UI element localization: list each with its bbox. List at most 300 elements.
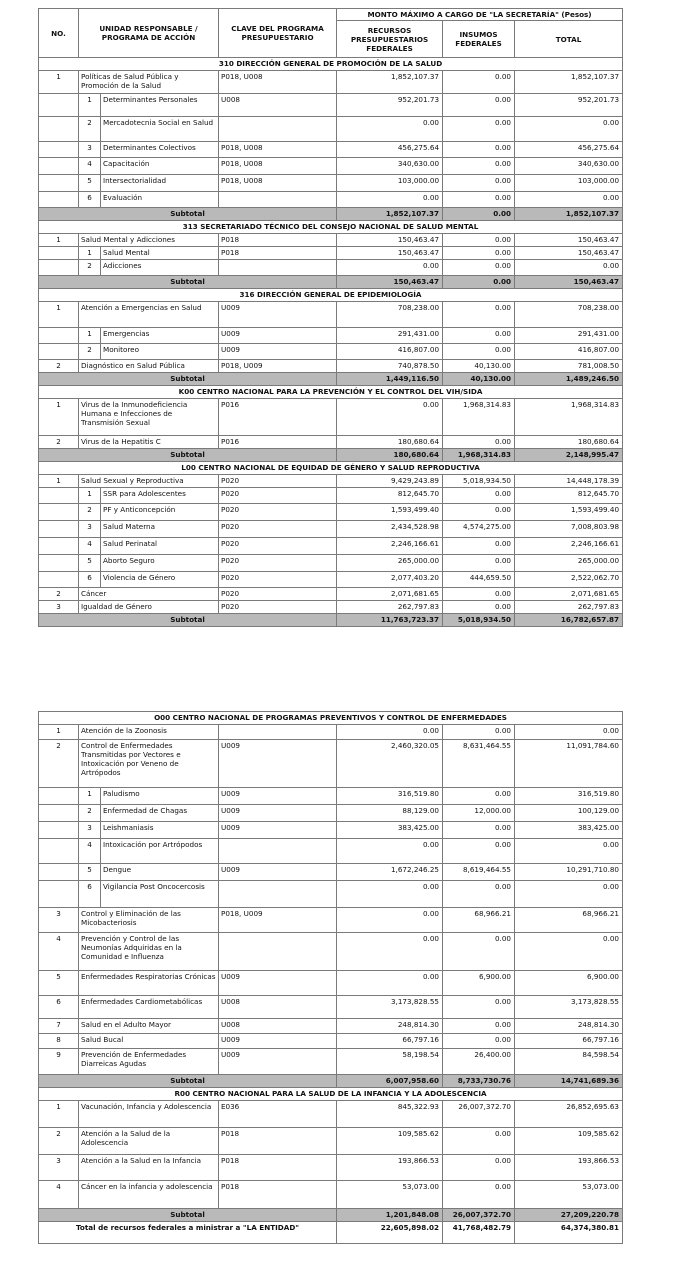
total-value: 180,680.64 (515, 436, 623, 449)
subtotal-label: Subtotal (39, 614, 337, 627)
total-value: 416,807.00 (515, 344, 623, 360)
sub-number: 1 (79, 94, 101, 117)
federal-resources-value: 845,322.93 (337, 1101, 443, 1128)
subprogram-name: SSR para Adolescentes (101, 488, 219, 504)
federal-supplies-value: 0.00 (443, 1128, 515, 1155)
total-value: 0.00 (515, 933, 623, 971)
subprogram-name: Salud Mental (101, 247, 219, 260)
row-number: 7 (39, 1019, 79, 1034)
program-key: P018 (219, 1181, 337, 1209)
program-key: U008 (219, 94, 337, 117)
row-number: 8 (39, 1034, 79, 1049)
total-value: 1,968,314.83 (515, 399, 623, 436)
total-value: 1,852,107.37 (515, 71, 623, 94)
sub-number: 3 (79, 142, 101, 158)
sub-number: 6 (79, 881, 101, 908)
row-number-blank (39, 158, 79, 175)
federal-resources-value: 0.00 (337, 933, 443, 971)
subtotal-supplies: 40,130.00 (443, 373, 515, 386)
total-value: 103,000.00 (515, 175, 623, 192)
subprogram-name: Aborto Seguro (101, 555, 219, 572)
budget-table-part-1 (38, 8, 623, 627)
row-number-blank (39, 881, 79, 908)
row-number-blank (39, 555, 79, 572)
table-row (39, 805, 623, 822)
section-header-row (39, 462, 623, 475)
section-header-row (39, 386, 623, 399)
program-key: P020 (219, 488, 337, 504)
row-number-blank (39, 488, 79, 504)
subprogram-name: PF y Anticoncepción (101, 504, 219, 521)
total-value: 193,866.53 (515, 1155, 623, 1181)
table-row (39, 94, 623, 117)
table-row (39, 822, 623, 839)
program-name: Control y Eliminación de las Micobacteriosis (79, 908, 219, 933)
federal-resources-value: 1,672,246.25 (337, 864, 443, 881)
federal-resources-value: 1,852,107.37 (337, 71, 443, 94)
row-number-blank (39, 175, 79, 192)
program-name: Prevención de Enfermedades Diarreicas Agudas (79, 1049, 219, 1075)
program-key: P018 (219, 1155, 337, 1181)
row-number: 3 (39, 908, 79, 933)
table-row (39, 1101, 623, 1128)
total-value: 781,008.50 (515, 360, 623, 373)
federal-resources-value: 109,585.62 (337, 1128, 443, 1155)
table-row (39, 192, 623, 208)
subprogram-name: Vigilancia Post Oncocercosis (101, 881, 219, 908)
page-break (0, 684, 674, 711)
sub-number: 2 (79, 344, 101, 360)
section-title: 313 SECRETARIADO TÉCNICO DEL CONSEJO NACIONAL DE SALUD MENTAL (39, 221, 623, 234)
row-number: 9 (39, 1049, 79, 1075)
program-key: U009 (219, 1049, 337, 1075)
total-value: 2,246,166.61 (515, 538, 623, 555)
federal-resources-value: 383,425.00 (337, 822, 443, 839)
program-key: U009 (219, 328, 337, 344)
total-value: 53,073.00 (515, 1181, 623, 1209)
row-number: 2 (39, 1128, 79, 1155)
federal-supplies-value: 26,400.00 (443, 1049, 515, 1075)
federal-resources-value: 2,460,320.05 (337, 740, 443, 788)
program-key: U008 (219, 1019, 337, 1034)
total-value: 248,814.30 (515, 1019, 623, 1034)
subprogram-name: Salud Materna (101, 521, 219, 538)
federal-resources-value: 0.00 (337, 839, 443, 864)
program-key: U009 (219, 822, 337, 839)
program-name: Enfermedades Cardiometabólicas (79, 996, 219, 1019)
program-key: P016 (219, 436, 337, 449)
monto-header: MONTO MÁXIMO A CARGO DE "LA SECRETARÍA" (Pesos) (337, 9, 623, 21)
federal-resources-value: 2,077,403.20 (337, 572, 443, 588)
total-value: 2,071,681.65 (515, 588, 623, 601)
section-header-row (39, 1088, 623, 1101)
total-value: 316,519.80 (515, 788, 623, 805)
program-key: U009 (219, 1034, 337, 1049)
subtotal-label: Subtotal (39, 208, 337, 221)
federal-resources-value: 66,797.16 (337, 1034, 443, 1049)
subtotal-total: 16,782,657.87 (515, 614, 623, 627)
col-recursos-header: RECURSOS PRESUPUESTARIOS FEDERALES (337, 21, 443, 58)
sub-number: 2 (79, 260, 101, 276)
program-key (219, 260, 337, 276)
sub-number: 6 (79, 572, 101, 588)
federal-supplies-value: 0.00 (443, 117, 515, 142)
sub-number: 5 (79, 175, 101, 192)
table-row (39, 117, 623, 142)
table-row (39, 908, 623, 933)
program-key (219, 725, 337, 740)
program-key: P018 (219, 234, 337, 247)
program-key (219, 839, 337, 864)
subtotal-total: 1,489,246.50 (515, 373, 623, 386)
subtotal-row (39, 276, 623, 289)
program-key: U009 (219, 740, 337, 788)
table-row (39, 1128, 623, 1155)
subtotal-resources: 11,763,723.37 (337, 614, 443, 627)
row-number: 1 (39, 725, 79, 740)
federal-resources-value: 103,000.00 (337, 175, 443, 192)
program-key: E036 (219, 1101, 337, 1128)
program-name: Salud en el Adulto Mayor (79, 1019, 219, 1034)
federal-supplies-value: 0.00 (443, 175, 515, 192)
table-row (39, 521, 623, 538)
row-number-blank (39, 260, 79, 276)
federal-supplies-value: 0.00 (443, 436, 515, 449)
total-value: 708,238.00 (515, 302, 623, 328)
total-value: 109,585.62 (515, 1128, 623, 1155)
total-value: 383,425.00 (515, 822, 623, 839)
sub-number: 6 (79, 192, 101, 208)
subtotal-total: 150,463.47 (515, 276, 623, 289)
program-key: U009 (219, 302, 337, 328)
federal-supplies-value: 26,007,372.70 (443, 1101, 515, 1128)
table-row (39, 302, 623, 328)
program-key: U009 (219, 864, 337, 881)
table-row (39, 504, 623, 521)
sub-number: 4 (79, 538, 101, 555)
federal-supplies-value: 444,659.50 (443, 572, 515, 588)
col-total-header: TOTAL (515, 21, 623, 58)
federal-supplies-value: 0.00 (443, 344, 515, 360)
federal-resources-value: 812,645.70 (337, 488, 443, 504)
subtotal-total: 2,148,995.47 (515, 449, 623, 462)
federal-resources-value: 0.00 (337, 908, 443, 933)
table-row (39, 436, 623, 449)
federal-supplies-value: 0.00 (443, 302, 515, 328)
program-key: U009 (219, 344, 337, 360)
col-unidad-header: UNIDAD RESPONSABLE / PROGRAMA DE ACCIÓN (79, 9, 219, 58)
subprogram-name: Intoxicación por Artrópodos (101, 839, 219, 864)
table-row (39, 1181, 623, 1209)
subtotal-total: 14,741,689.36 (515, 1075, 623, 1088)
table-row (39, 788, 623, 805)
federal-resources-value: 0.00 (337, 117, 443, 142)
program-name: Igualdad de Género (79, 601, 219, 614)
total-value: 150,463.47 (515, 247, 623, 260)
federal-supplies-value: 0.00 (443, 601, 515, 614)
program-key: P018, U008 (219, 71, 337, 94)
col-insumos-header: INSUMOS FEDERALES (443, 21, 515, 58)
row-number: 3 (39, 1155, 79, 1181)
table-row (39, 933, 623, 971)
row-number: 1 (39, 399, 79, 436)
program-key (219, 933, 337, 971)
sub-number: 1 (79, 247, 101, 260)
sub-number: 5 (79, 864, 101, 881)
row-number-blank (39, 192, 79, 208)
federal-resources-value: 1,593,499.40 (337, 504, 443, 521)
federal-supplies-value: 1,968,314.83 (443, 399, 515, 436)
program-key: P018, U008 (219, 158, 337, 175)
subprogram-name: Paludismo (101, 788, 219, 805)
section-title: L00 CENTRO NACIONAL DE EQUIDAD DE GÉNERO Y SALUD REPRODUCTIVA (39, 462, 623, 475)
total-value: 0.00 (515, 725, 623, 740)
total-value: 11,091,784.60 (515, 740, 623, 788)
section-title: 310 DIRECCIÓN GENERAL DE PROMOCIÓN DE LA SALUD (39, 58, 623, 71)
federal-resources-value: 180,680.64 (337, 436, 443, 449)
subtotal-supplies: 5,018,934.50 (443, 614, 515, 627)
federal-supplies-value: 0.00 (443, 933, 515, 971)
subtotal-supplies: 0.00 (443, 276, 515, 289)
total-value: 68,966.21 (515, 908, 623, 933)
row-number-blank (39, 117, 79, 142)
program-name: Cáncer (79, 588, 219, 601)
total-value: 100,129.00 (515, 805, 623, 822)
total-value: 2,522,062.70 (515, 572, 623, 588)
table-row (39, 538, 623, 555)
subprogram-name: Determinantes Personales (101, 94, 219, 117)
program-key: P018, U008 (219, 142, 337, 158)
federal-supplies-value: 0.00 (443, 504, 515, 521)
program-key: P020 (219, 521, 337, 538)
table-row (39, 1034, 623, 1049)
federal-resources-value: 53,073.00 (337, 1181, 443, 1209)
subprogram-name: Intersectorialidad (101, 175, 219, 192)
total-value: 66,797.16 (515, 1034, 623, 1049)
section-title: O00 CENTRO NACIONAL DE PROGRAMAS PREVENTIVOS Y CONTROL DE ENFERMEDADES (39, 712, 623, 725)
federal-supplies-value: 0.00 (443, 488, 515, 504)
program-key: U009 (219, 971, 337, 996)
federal-supplies-value: 0.00 (443, 822, 515, 839)
federal-supplies-value: 0.00 (443, 996, 515, 1019)
section-title: K00 CENTRO NACIONAL PARA LA PREVENCIÓN Y EL CONTROL DEL VIH/SIDA (39, 386, 623, 399)
row-number-blank (39, 788, 79, 805)
table-row (39, 864, 623, 881)
row-number-blank (39, 344, 79, 360)
table-body-2 (39, 712, 623, 1244)
federal-resources-value: 262,797.83 (337, 601, 443, 614)
sub-number: 3 (79, 521, 101, 538)
sub-number: 1 (79, 328, 101, 344)
table-row (39, 601, 623, 614)
federal-resources-value: 456,275.64 (337, 142, 443, 158)
grand-total-supplies: 41,768,482.79 (443, 1222, 515, 1244)
row-number: 5 (39, 971, 79, 996)
row-number-blank (39, 839, 79, 864)
total-value: 0.00 (515, 117, 623, 142)
table-row (39, 740, 623, 788)
program-name: Cáncer en la infancia y adolescencia (79, 1181, 219, 1209)
federal-supplies-value: 0.00 (443, 158, 515, 175)
row-number-blank (39, 142, 79, 158)
sub-number: 2 (79, 805, 101, 822)
table-row (39, 71, 623, 94)
federal-resources-value: 193,866.53 (337, 1155, 443, 1181)
total-value: 6,900.00 (515, 971, 623, 996)
program-key (219, 117, 337, 142)
subtotal-row (39, 1209, 623, 1222)
program-key: P018, U008 (219, 175, 337, 192)
program-key: P020 (219, 504, 337, 521)
subtotal-label: Subtotal (39, 373, 337, 386)
subprogram-name: Salud Perinatal (101, 538, 219, 555)
program-name: Atención a la Salud de la Adolescencia (79, 1128, 219, 1155)
federal-supplies-value: 0.00 (443, 234, 515, 247)
federal-resources-value: 2,071,681.65 (337, 588, 443, 601)
subtotal-label: Subtotal (39, 449, 337, 462)
sub-number: 4 (79, 839, 101, 864)
budget-table-part-2 (38, 711, 623, 1244)
program-name: Prevención y Control de las Neumonías Adquiridas en la Comunidad e Influenza (79, 933, 219, 971)
row-number-blank (39, 328, 79, 344)
table-row (39, 344, 623, 360)
grand-total-resources: 22,605,898.02 (337, 1222, 443, 1244)
section-title: R00 CENTRO NACIONAL PARA LA SALUD DE LA INFANCIA Y LA ADOLESCENCIA (39, 1088, 623, 1101)
total-value: 1,593,499.40 (515, 504, 623, 521)
subtotal-label: Subtotal (39, 276, 337, 289)
row-number-blank (39, 521, 79, 538)
program-name: Salud Sexual y Reproductiva (79, 475, 219, 488)
subprogram-name: Monitoreo (101, 344, 219, 360)
row-number-blank (39, 94, 79, 117)
table-row (39, 572, 623, 588)
sub-number: 2 (79, 117, 101, 142)
program-key: P020 (219, 572, 337, 588)
federal-resources-value: 291,431.00 (337, 328, 443, 344)
federal-resources-value: 708,238.00 (337, 302, 443, 328)
federal-supplies-value: 68,966.21 (443, 908, 515, 933)
federal-resources-value: 0.00 (337, 399, 443, 436)
program-name: Virus de la Hepatitis C (79, 436, 219, 449)
program-key: U009 (219, 788, 337, 805)
subprogram-name: Adicciones (101, 260, 219, 276)
subtotal-resources: 150,463.47 (337, 276, 443, 289)
federal-resources-value: 150,463.47 (337, 247, 443, 260)
federal-supplies-value: 0.00 (443, 881, 515, 908)
table-row (39, 588, 623, 601)
table-row (39, 175, 623, 192)
subprogram-name: Determinantes Colectivos (101, 142, 219, 158)
subtotal-total: 27,209,220.78 (515, 1209, 623, 1222)
table-row (39, 555, 623, 572)
total-value: 291,431.00 (515, 328, 623, 344)
subtotal-row (39, 1075, 623, 1088)
table-row (39, 1155, 623, 1181)
federal-supplies-value: 0.00 (443, 1019, 515, 1034)
program-name: Vacunación, Infancia y Adolescencia (79, 1101, 219, 1128)
federal-supplies-value: 12,000.00 (443, 805, 515, 822)
row-number-blank (39, 864, 79, 881)
sub-number: 5 (79, 555, 101, 572)
table-row (39, 839, 623, 864)
federal-resources-value: 0.00 (337, 881, 443, 908)
row-number: 4 (39, 1181, 79, 1209)
subtotal-supplies: 26,007,372.70 (443, 1209, 515, 1222)
sub-number: 2 (79, 504, 101, 521)
table-row (39, 996, 623, 1019)
subtotal-row (39, 449, 623, 462)
row-number-blank (39, 822, 79, 839)
sub-number: 4 (79, 158, 101, 175)
subtotal-resources: 1,201,848.08 (337, 1209, 443, 1222)
total-value: 952,201.73 (515, 94, 623, 117)
program-name: Virus de la Inmunodeficiencia Humana e Infecciones de Transmisión Sexual (79, 399, 219, 436)
federal-resources-value: 88,129.00 (337, 805, 443, 822)
federal-supplies-value: 0.00 (443, 260, 515, 276)
federal-supplies-value: 0.00 (443, 839, 515, 864)
total-value: 3,173,828.55 (515, 996, 623, 1019)
federal-supplies-value: 0.00 (443, 192, 515, 208)
federal-resources-value: 3,173,828.55 (337, 996, 443, 1019)
row-number: 2 (39, 740, 79, 788)
sub-number: 1 (79, 788, 101, 805)
table-row (39, 158, 623, 175)
subtotal-row (39, 614, 623, 627)
subprogram-name: Violencia de Género (101, 572, 219, 588)
program-name: Salud Bucal (79, 1034, 219, 1049)
federal-supplies-value: 8,631,464.55 (443, 740, 515, 788)
program-key: P020 (219, 538, 337, 555)
row-number-blank (39, 805, 79, 822)
program-name: Atención a la Salud en la Infancia (79, 1155, 219, 1181)
total-value: 0.00 (515, 839, 623, 864)
federal-supplies-value: 0.00 (443, 725, 515, 740)
federal-supplies-value: 0.00 (443, 1034, 515, 1049)
section-header-row (39, 58, 623, 71)
program-name: Diagnóstico en Salud Pública (79, 360, 219, 373)
table-row (39, 247, 623, 260)
federal-resources-value: 0.00 (337, 192, 443, 208)
federal-resources-value: 2,246,166.61 (337, 538, 443, 555)
table-row (39, 475, 623, 488)
subtotal-supplies: 8,733,730.76 (443, 1075, 515, 1088)
section-title: 316 DIRECCIÓN GENERAL DE EPIDEMIOLOGÍA (39, 289, 623, 302)
program-key: P020 (219, 588, 337, 601)
table-row (39, 1019, 623, 1034)
total-value: 265,000.00 (515, 555, 623, 572)
federal-resources-value: 316,519.80 (337, 788, 443, 805)
subprogram-name: Mercadotecnia Social en Salud (101, 117, 219, 142)
section-header-row (39, 289, 623, 302)
subprogram-name: Leishmaniasis (101, 822, 219, 839)
federal-resources-value: 265,000.00 (337, 555, 443, 572)
total-value: 456,275.64 (515, 142, 623, 158)
row-number: 1 (39, 1101, 79, 1128)
program-key: P018, U009 (219, 360, 337, 373)
row-number: 3 (39, 601, 79, 614)
federal-resources-value: 416,807.00 (337, 344, 443, 360)
row-number: 2 (39, 360, 79, 373)
subtotal-total: 1,852,107.37 (515, 208, 623, 221)
subtotal-label: Subtotal (39, 1209, 337, 1222)
row-number: 1 (39, 71, 79, 94)
federal-supplies-value: 0.00 (443, 788, 515, 805)
total-value: 0.00 (515, 192, 623, 208)
table-row (39, 1049, 623, 1075)
federal-resources-value: 340,630.00 (337, 158, 443, 175)
federal-supplies-value: 0.00 (443, 94, 515, 117)
subtotal-resources: 1,852,107.37 (337, 208, 443, 221)
